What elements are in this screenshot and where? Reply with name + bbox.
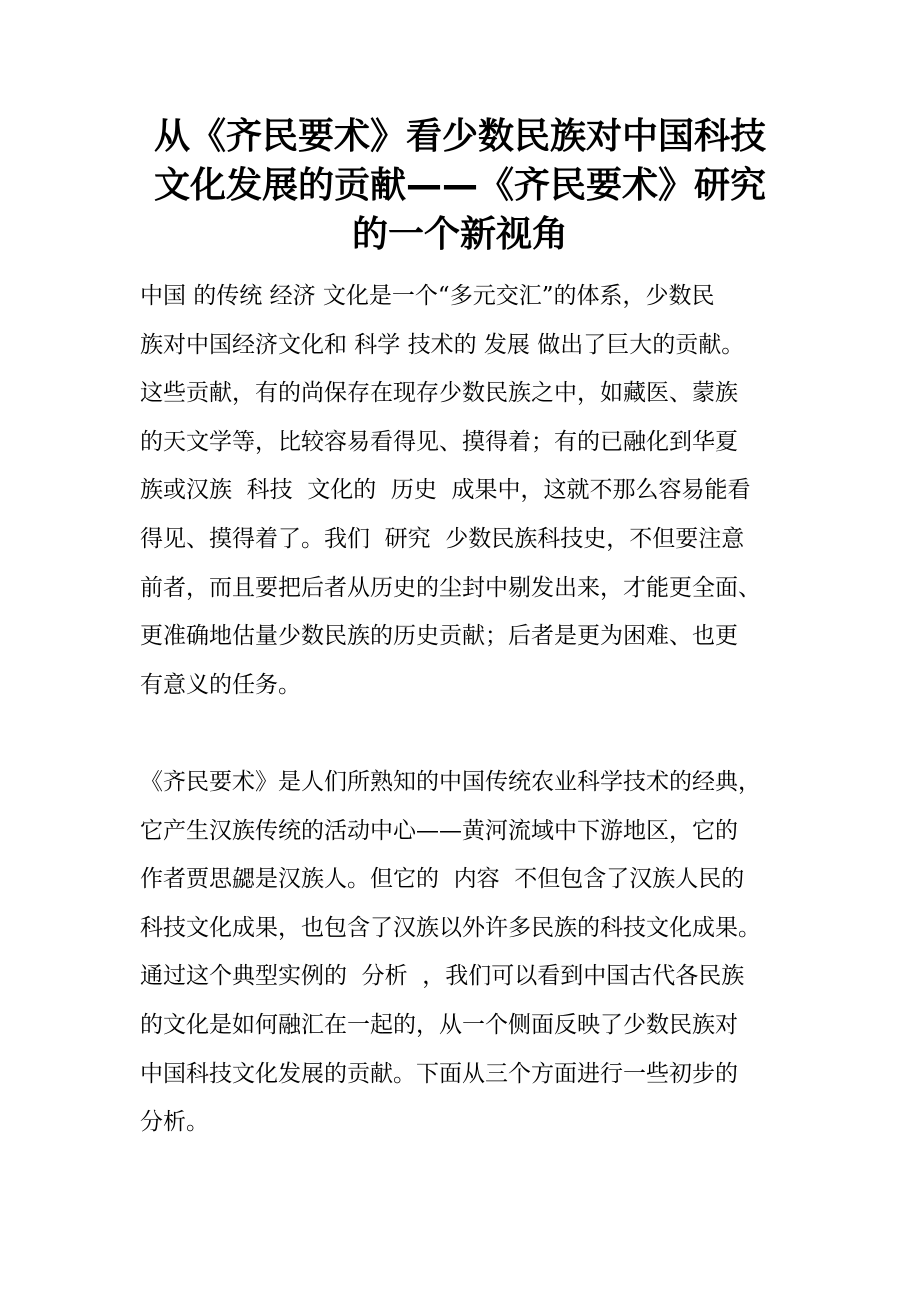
text-line: 中国科技文化发展的贡献。下面从三个方面进行一些初步的 bbox=[140, 1060, 738, 1087]
title-line: 的一个新视角 bbox=[351, 214, 568, 255]
text-line: 中国 的传统 经济 文化是一个“多元交汇”的体系，少数民 bbox=[140, 283, 715, 309]
text-line: 通过这个典型实例的 分析 ，我们可以看到中国古代各民族 bbox=[140, 963, 745, 990]
text-line: 分析。 bbox=[140, 1109, 209, 1136]
text-line: 这些贡献，有的尚保存在现存少数民族之中，如藏医、蒙族 bbox=[140, 380, 738, 407]
text-line: 得见、摸得着了。我们 研究 少数民族科技史，不但要注意 bbox=[140, 525, 745, 552]
document-title bbox=[140, 112, 780, 259]
text-line: 它产生汉族传统的活动中心——黄河流域中下游地区，它的 bbox=[140, 817, 738, 844]
text-line: 有意义的任务。 bbox=[140, 671, 301, 698]
text-line: 族或汉族 科技 文化的 历史 成果中，这就不那么容易能看 bbox=[140, 477, 751, 504]
text-line: 族对中国经济文化和 科学 技术的 发展 做出了巨大的贡献。 bbox=[140, 331, 745, 358]
text-line: 《齐民要术》是人们所熟知的中国传统农业科学技术的经典， bbox=[140, 769, 761, 795]
text-line: 的文化是如何融汇在一起的，从一个侧面反映了少数民族对 bbox=[140, 1011, 738, 1038]
text-line: 前者，而且要把后者从历史的尘封中剔发出来，才能更全面、 bbox=[140, 574, 761, 601]
title-line: 文化发展的贡献——《齐民要术》研究 bbox=[153, 165, 766, 206]
text-line: 作者贾思勰是汉族人。但它的 内容 不但包含了汉族人民的 bbox=[140, 866, 745, 893]
text-line: 的天文学等，比较容易看得见、摸得着；有的已融化到华夏 bbox=[140, 428, 738, 455]
paragraph-intro bbox=[140, 272, 785, 709]
title-line: 从《齐民要术》看少数民族对中国科技 bbox=[153, 116, 766, 157]
text-line: 科技文化成果，也包含了汉族以外许多民族的科技文化成果。 bbox=[140, 914, 761, 941]
text-line: 更准确地估量少数民族的历史贡献；后者是更为困难、也更 bbox=[140, 623, 738, 650]
paragraph-qimin-yaoshu bbox=[140, 758, 785, 1147]
